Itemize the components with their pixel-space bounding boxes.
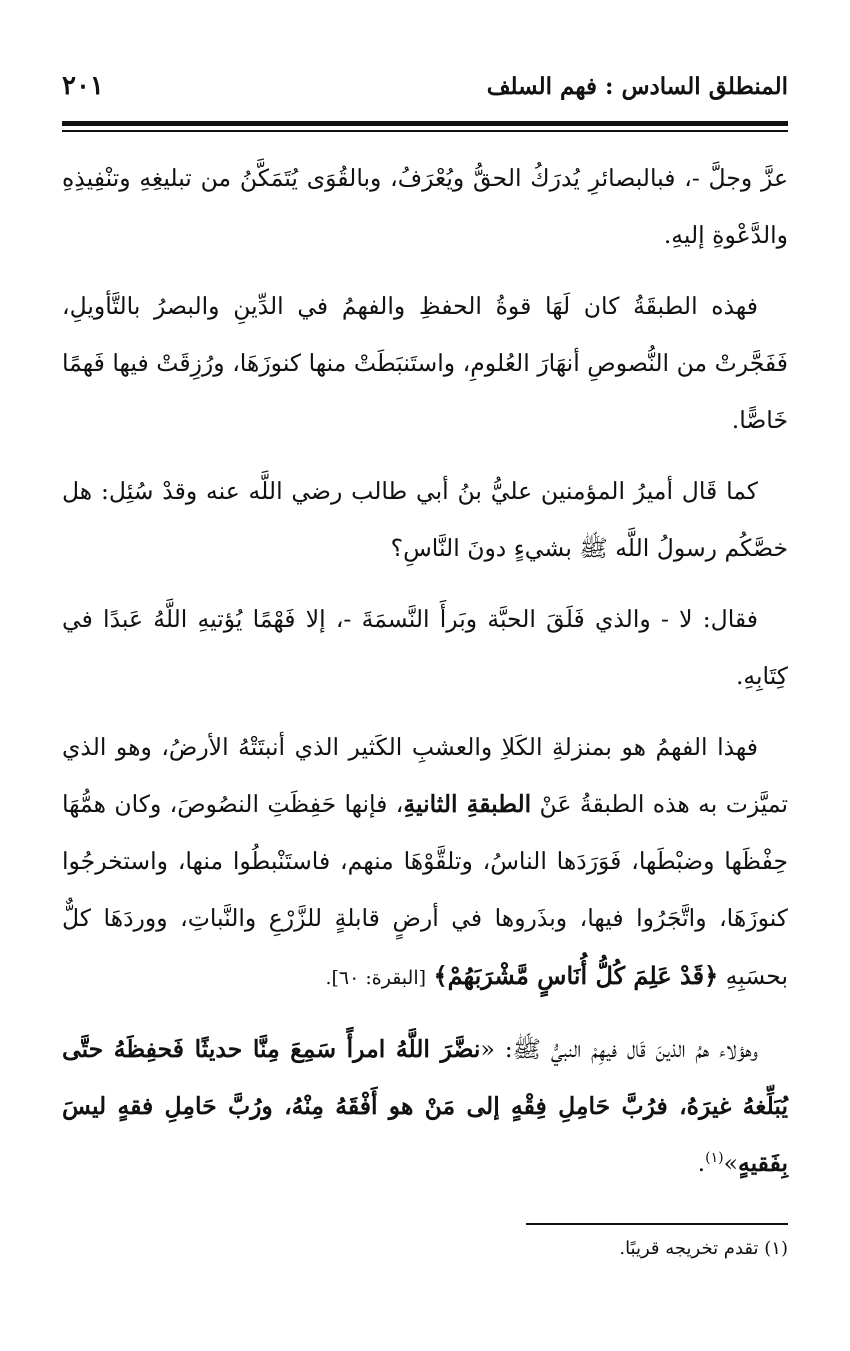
paragraph-6-text: وهؤلاء همُ الذينَ قَال فيهِمْ النبيُّ ﷺ: « [480,1035,758,1063]
paragraph-1: عزَّ وجلَّ -، فبالبصائرِ يُدرَكُ الحقُّ ويُعْرَفُ، وبالقُوَى يُتَمَكَّنُ من تبليغِهِ وتنْفِيذِهِ والدَّعْوةِ إليهِ. [62,164,788,249]
footnote-1-text: تقدم تخريجه قريبًا. [619,1238,759,1259]
paragraph-5-text: فهذا الفهمُ هو بمنزلةِ الكَلاِ والعشبِ الكَثير الذي أنبتَتْهُ الأرضُ، وهو الذي تميَّزت به هذه الطبقةُ عَنْ [62,733,788,818]
footnote-marker: (١) [705,1150,724,1167]
running-head [62,66,788,106]
running-title: المنطلق السادس : فهم السلف [486,72,788,100]
paragraph-6 [62,1021,788,1192]
paragraph-5-emphasis: الطبقةِ الثانيةِ [403,790,532,818]
body-text [62,150,788,1206]
header-rule-thick [62,121,788,126]
paragraph-4: فقال: لا - والذي فَلَقَ الحبَّة وبَرأَ النَّسمَةَ -، إلا فَهْمًا يُؤتيهِ اللَّهُ عَبدًا في كِتَابِهِ. [62,605,788,690]
footnote-separator [526,1223,788,1225]
quran-reference: [البقرة: ٦٠]. [325,967,427,989]
quran-verse: ﴿قَدْ عَلِمَ كُلُّ أُنَاسٍ مَّشْرَبَهُمْ﴾ [433,961,719,990]
header-rule-thin [62,130,788,132]
paragraph-6-end: . [697,1149,706,1177]
hadith-text: نضَّرَ اللَّهُ امرأً سَمِعَ مِنَّا حديثًا فَحفِظَهُ حتَّى يُبَلِّغهُ غيرَهُ، فرُبَّ حَامِلِ فِقْهٍ إلى مَنْ هو أَفْقَهُ مِنْهُ، ورُبَّ حَامِلِ فقهٍ ليسَ بِفَقيهٍ [62,1035,788,1177]
footnote-1-marker: (١) [764,1238,788,1259]
page-number: ٢٠١ [62,71,104,101]
paragraph-5-text-cont: ، فإنها حَفِظَتِ النصُوصَ، وكان همُّهَا حِفْظَها وضبْطَها، فَوَرَدَها الناسُ، وتلقَّوْهَا منهم، فاستَنْبطُوا منها، واستخرجُوا كنوزَهَا، واتَّجَرُوا فيها، وبذَروها في أرضٍ قابلةٍ للزَّرْعِ والنَّباتِ، ووردَهَا كلٌّ بحسَبِهِ [62,790,788,990]
footnote-1 [62,1234,788,1264]
paragraph-5 [62,719,788,1007]
hadith-close-quote: » [723,1149,738,1177]
paragraph-2: فهذه الطبقَةُ كان لَهَا قوةُ الحفظِ والفهمُ في الدِّينِ والبصرُ بالتَّأويلِ، فَفَجَّرتْ من النُّصوصِ أنهَارَ العُلومِ، واستَنبَطَتْ منها كنوزَهَا، ورُزِقَتْ فيها فَهمًا خَاصًّا. [62,292,788,434]
paragraph-3: كما قَال أميرُ المؤمنين عليُّ بنُ أبي طالب رضي اللَّه عنه وقدْ سُئِل: هل خصَّكُم رسولُ اللَّه ﷺ بشيءٍ دونَ النَّاسِ؟ [62,477,788,562]
